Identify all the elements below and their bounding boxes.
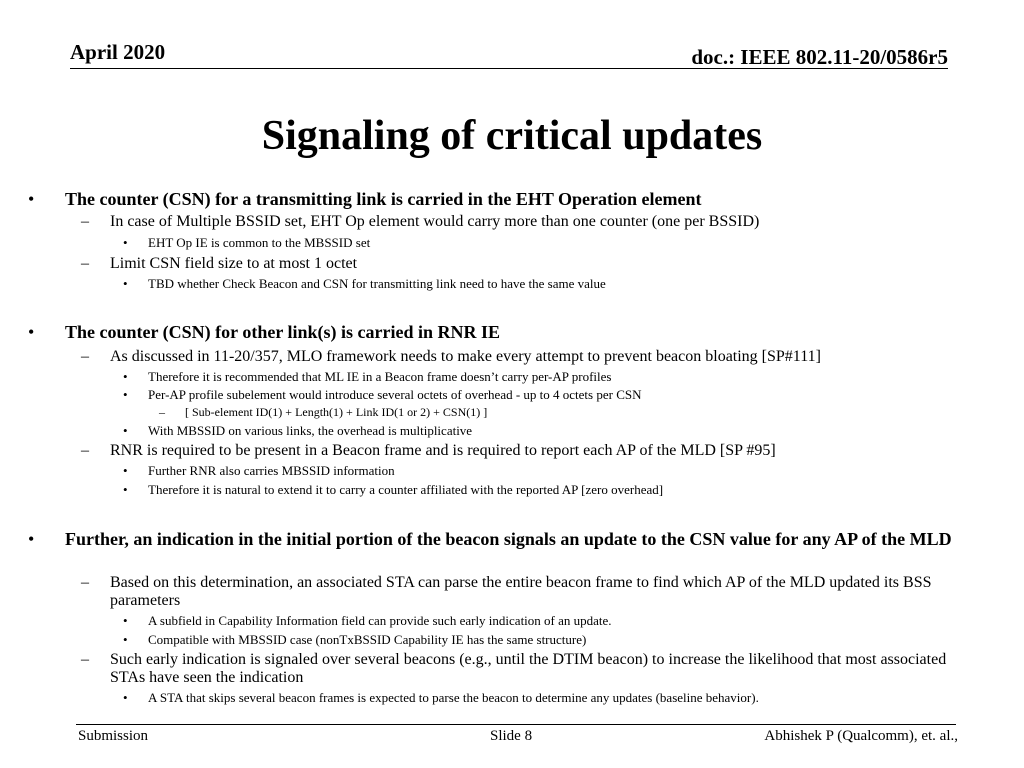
bullet-text: Therefore it is natural to extend it to carry a counter affiliated with the reported AP [zero overhead]: [148, 482, 664, 497]
footer-divider: [76, 724, 956, 725]
bullet-text: [ Sub-element ID(1) + Length(1) + Link ID(1 or 2) + CSN(1) ]: [185, 405, 488, 419]
bullet-text: Therefore it is recommended that ML IE in a Beacon frame doesn’t carry per-AP profiles: [148, 369, 612, 384]
bullet-item-level-1: [28, 189, 980, 210]
bullet-marker: •: [123, 632, 128, 647]
bullet-item-level-3: [123, 482, 968, 498]
bullet-text: The counter (CSN) for other link(s) is carried in RNR IE: [65, 322, 500, 342]
bullet-text: Compatible with MBSSID case (nonTxBSSID Capability IE has the same structure): [148, 632, 587, 647]
slide-number: Slide 8: [490, 728, 533, 744]
bullet-item-level-2: [81, 213, 970, 231]
header-doc-id: doc.: IEEE 802.11-20/0586r5: [691, 45, 948, 69]
bullet-text: Further RNR also carries MBSSID information: [148, 463, 395, 478]
bullet-item-level-3: [123, 369, 968, 385]
bullet-marker: •: [123, 387, 128, 402]
bullet-item-level-3: [123, 387, 968, 403]
bullet-text: As discussed in 11-20/357, MLO framework needs to make every attempt to prevent beacon bloating [SP#111]: [110, 348, 821, 365]
bullet-item-level-2: [81, 348, 970, 366]
bullet-text: RNR is required to be present in a Beacon frame and is required to report each AP of the MLD [SP #95]: [110, 442, 776, 459]
bullet-marker: –: [81, 442, 89, 459]
bullet-marker: –: [81, 651, 89, 668]
bullet-item-level-2: [81, 442, 970, 460]
bullet-text: With MBSSID on various links, the overhead is multiplicative: [148, 423, 473, 438]
bullet-text: A subfield in Capability Information field can provide such early indication of an update.: [148, 613, 612, 628]
header-date: April 2020: [70, 40, 166, 64]
bullet-marker: •: [123, 463, 128, 478]
bullet-marker: •: [28, 322, 35, 342]
bullet-item-level-2: [81, 651, 970, 687]
bullet-item-level-3: [123, 235, 968, 251]
bullet-text: Such early indication is signaled over several beacons (e.g., until the DTIM beacon) to increase the likelihood that most associated STAs have seen the indication: [110, 651, 947, 686]
bullet-item-level-1: [28, 322, 980, 343]
bullet-text: TBD whether Check Beacon and CSN for transmitting link need to have the same value: [148, 276, 606, 291]
bullet-text: In case of Multiple BSSID set, EHT Op element would carry more than one counter (one per BSSID): [110, 213, 760, 230]
bullet-text: The counter (CSN) for a transmitting link is carried in the EHT Operation element: [65, 189, 702, 209]
bullet-marker: •: [123, 482, 128, 497]
bullet-marker: –: [81, 255, 89, 272]
bullet-marker: •: [123, 613, 128, 628]
slide-title: Signaling of critical updates: [261, 113, 763, 159]
bullet-item-level-2: [81, 574, 970, 610]
bullet-text: A STA that skips several beacon frames is expected to parse the beacon to determine any updates (baseline behavior).: [148, 690, 759, 705]
bullet-marker: –: [81, 213, 89, 230]
bullet-marker: •: [123, 235, 128, 250]
bullet-marker: •: [123, 423, 128, 438]
bullet-item-level-4: [159, 405, 965, 420]
bullet-item-level-3: [123, 423, 968, 439]
bullet-marker: •: [123, 369, 128, 384]
bullet-marker: –: [159, 405, 165, 419]
bullet-text: Further, an indication in the initial portion of the beacon signals an update to the CSN value for any AP of the MLD: [65, 529, 952, 549]
bullet-text: Based on this determination, an associated STA can parse the entire beacon frame to find which AP of the MLD updated its BSS parameters: [110, 574, 932, 609]
bullet-text: EHT Op IE is common to the MBSSID set: [148, 235, 371, 250]
bullet-marker: –: [81, 574, 89, 591]
bullet-text: Limit CSN field size to at most 1 octet: [110, 255, 358, 272]
bullet-marker: –: [81, 348, 89, 365]
bullet-item-level-3: [123, 690, 968, 706]
bullet-item-level-2: [81, 255, 970, 273]
bullet-item-level-3: [123, 632, 968, 648]
bullet-marker: •: [28, 189, 35, 209]
bullet-item-level-3: [123, 276, 968, 292]
bullet-marker: •: [123, 690, 128, 705]
bullet-item-level-1: [28, 529, 980, 550]
bullet-marker: •: [123, 276, 128, 291]
bullet-text: Per-AP profile subelement would introduce several octets of overhead - up to 4 octets per CSN: [148, 387, 642, 402]
bullet-item-level-3: [123, 463, 968, 479]
bullet-item-level-3: [123, 613, 968, 629]
footer-author: Abhishek P (Qualcomm), et. al.,: [764, 728, 958, 744]
bullet-marker: •: [28, 529, 35, 549]
footer-left: Submission: [78, 728, 149, 744]
